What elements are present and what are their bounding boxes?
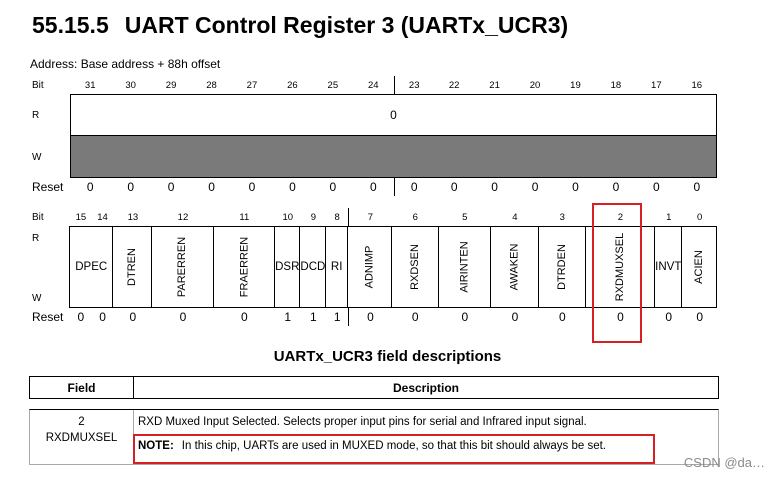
field-label: ADNIMP: [363, 245, 376, 289]
field-label: AIRINTEN: [458, 241, 471, 293]
reset-value: 0: [329, 180, 337, 194]
field-table-header: [29, 376, 719, 399]
register-address: Address: Base address + 88h offset: [30, 57, 221, 71]
bit-number: 26: [287, 79, 298, 91]
field-cell: [30, 410, 134, 464]
field-label: RXDMUXSEL: [613, 232, 626, 302]
reset-value: 0: [572, 180, 579, 194]
write-row-label: W: [32, 151, 42, 163]
reset-value: 1: [284, 310, 292, 324]
bit-number: 15: [75, 211, 87, 223]
reset-value: 0: [693, 180, 701, 194]
section-heading: UART Control Register 3 (UARTx_UCR3): [124, 12, 569, 38]
field-label: RI: [330, 261, 343, 273]
field-label: AWAKEN: [508, 243, 521, 291]
description-column-header: Description: [392, 380, 459, 395]
field-dcd: [299, 226, 326, 308]
bit-number: 19: [570, 79, 581, 91]
field-rxdsen: [391, 226, 439, 308]
reset-value: 0: [531, 180, 539, 194]
section-number: 55.15.5: [32, 12, 109, 38]
bit-number: 11: [239, 211, 250, 223]
reset-value: 0: [369, 180, 377, 194]
reset-value: 0: [653, 180, 660, 194]
rxdmuxsel-highlight-box: [592, 203, 642, 343]
reset-value: 0: [411, 310, 419, 324]
bit-row-label: Bit: [32, 79, 44, 91]
bit-number: 9: [310, 211, 317, 223]
field-invt: [654, 226, 682, 308]
reset-value: 0: [129, 310, 137, 324]
reset-value: 1: [333, 310, 341, 324]
field-label: FRAERREN: [237, 236, 250, 298]
field-bit-number: 2: [78, 416, 85, 428]
bit-number: 31: [84, 79, 96, 91]
bit-number: 20: [529, 79, 541, 91]
reset-value: 0: [86, 180, 94, 194]
field-awaken: [490, 226, 539, 308]
reset-value: 0: [491, 180, 498, 194]
bit-row-label: Bit: [32, 211, 44, 223]
read-row-label: R: [32, 232, 40, 244]
bit-number: 3: [559, 211, 565, 223]
reset-value: 0: [612, 180, 620, 194]
reset-value: 0: [450, 180, 458, 194]
reset-value: 0: [208, 180, 215, 194]
bit-number: 16: [691, 79, 703, 91]
field-description-text: RXD Muxed Input Selected. Selects proper input pins for serial and Infrared input signal.: [138, 416, 587, 428]
reset-value: 0: [99, 310, 106, 324]
bit-number: 12: [177, 211, 189, 223]
section-title: [32, 12, 568, 39]
bit-number: 0: [697, 211, 703, 223]
read-value-cell: 0: [70, 94, 717, 136]
bit-number: 18: [610, 79, 622, 91]
bit-number: 24: [367, 79, 379, 91]
write-row-label: W: [32, 293, 42, 304]
bit-number: 13: [127, 211, 139, 223]
note-text: In this chip, UARTs are used in MUXED mode, so that this bit should always be set.: [181, 440, 606, 452]
reset-value: 0: [665, 310, 673, 324]
field-descriptions-title: UARTx_UCR3 field descriptions: [273, 348, 502, 365]
field-ri: [325, 226, 348, 308]
bit-number: 4: [512, 211, 518, 223]
reset-value: 0: [348, 308, 392, 326]
field-acien: [681, 226, 717, 308]
reset-value: 0: [167, 180, 175, 194]
reset-value: 0: [241, 310, 248, 324]
field-label: PARERREN: [176, 236, 189, 298]
write-reserved-cell: [70, 136, 717, 178]
bit-number: 8: [334, 211, 340, 223]
reset-value: 0: [289, 180, 296, 194]
bit-number: 28: [206, 79, 217, 91]
bit-number: 21: [489, 79, 500, 91]
bit-number: 25: [327, 79, 339, 91]
reset-row-label: Reset: [32, 180, 64, 194]
reset-value: 0: [394, 178, 434, 196]
bit-number: 10: [282, 211, 294, 223]
field-label: DCD: [300, 261, 326, 273]
note-label: NOTE:: [138, 440, 174, 452]
reset-value: 0: [127, 180, 134, 194]
field-label: DSR: [275, 261, 300, 273]
field-airinten: [438, 226, 491, 308]
bit-number: 22: [448, 79, 460, 91]
bit-number: 30: [125, 79, 136, 91]
bit-number: 14: [97, 211, 108, 223]
watermark: CSDN @da…: [683, 455, 765, 470]
field-label: DTREN: [126, 248, 139, 286]
bit-number: 2: [617, 211, 624, 223]
field-adnimp: [347, 226, 392, 308]
field-column-header: Field: [30, 377, 134, 398]
bit-number: 1: [666, 211, 672, 223]
field-parerren: [151, 226, 213, 308]
field-dpec: [69, 226, 113, 308]
reset-value: 0: [617, 310, 624, 324]
bit-number: 17: [651, 79, 662, 91]
field-dtrden: [538, 226, 586, 308]
field-name: RXDMUXSEL: [45, 432, 118, 444]
field-dtren: [112, 226, 152, 308]
field-label: RXDSEN: [408, 244, 421, 290]
read-row-label: R: [32, 109, 40, 121]
reset-value: 0: [248, 180, 256, 194]
bit-number: 29: [165, 79, 177, 91]
field-label: DTRDEN: [555, 244, 568, 290]
bit-number: 27: [246, 79, 258, 91]
note-highlight-box: [133, 434, 655, 464]
bit-number: 6: [412, 211, 418, 223]
reset-value: 0: [461, 310, 469, 324]
reset-value: 0: [511, 310, 519, 324]
reset-value: 0: [696, 310, 704, 324]
reset-value: 0: [558, 310, 566, 324]
reset-value: 0: [179, 310, 187, 324]
bit-number: 5: [462, 211, 468, 223]
register-upper-half: [30, 76, 717, 196]
reset-value: 1: [310, 310, 317, 324]
bit-number: 7: [348, 208, 392, 226]
reset-value: 0: [77, 310, 85, 324]
field-dsr: [274, 226, 300, 308]
field-label: DPEC: [75, 261, 108, 273]
field-label: ACIEN: [693, 250, 706, 284]
reset-row-label: Reset: [32, 310, 64, 324]
field-fraerren: [213, 226, 276, 308]
field-label: INVT: [655, 261, 682, 273]
bit-number: 23: [394, 76, 434, 94]
